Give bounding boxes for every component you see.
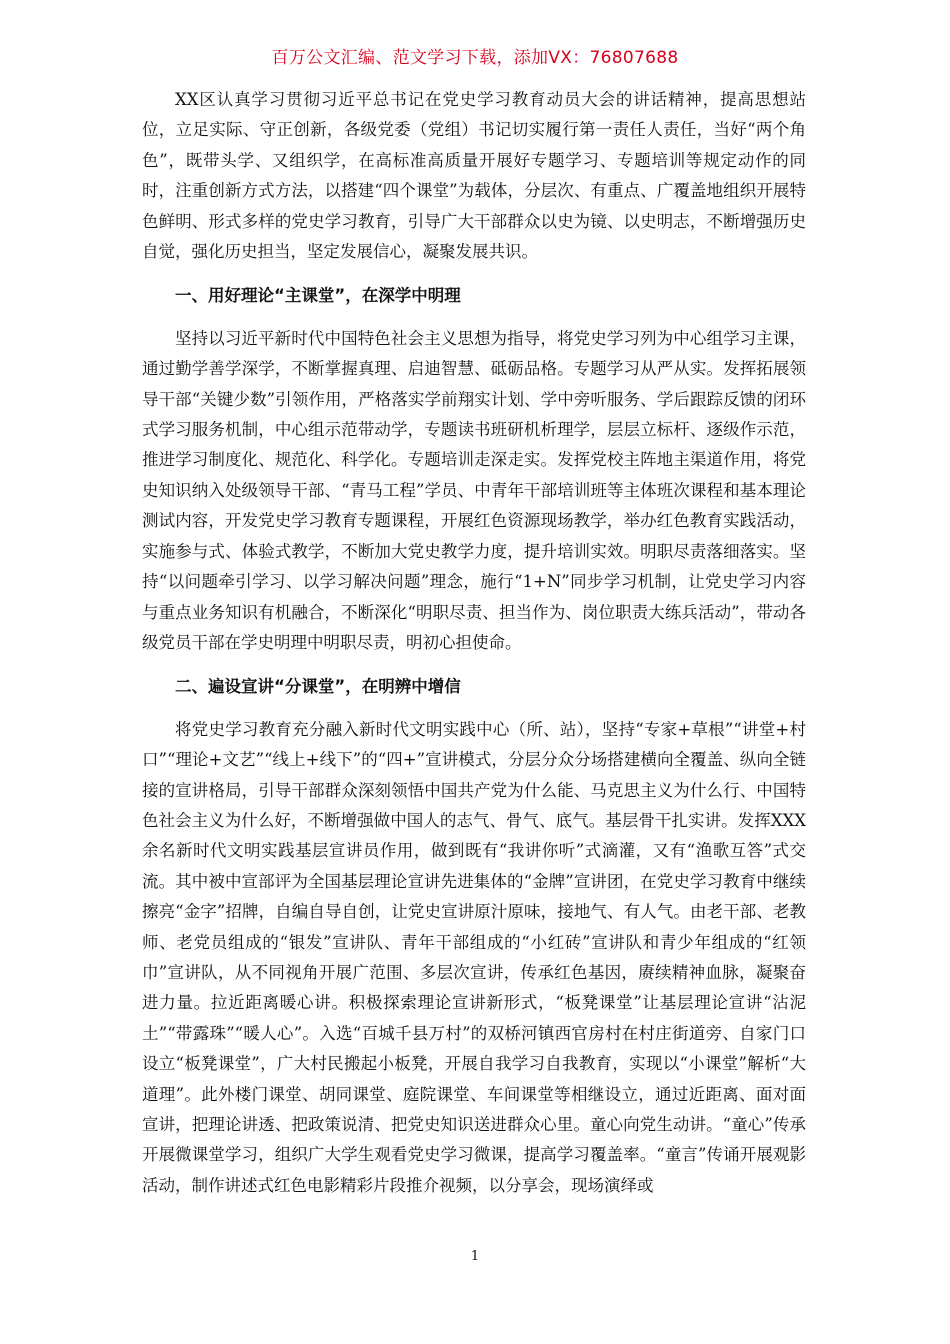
intro-paragraph: XX区认真学习贯彻习近平总书记在党史学习教育动员大会的讲话精神，提高思想站位，立足实际、守正创新，各级党委（党组）书记切实履行第一责任人责任，当好“两个角色”，既带头学、又组织学，在高标准高质量开展好专题学习、专题培训等规定动作的同时，注重创新方式方法，以搭建“四个课堂”为载体，分层次、有重点、广覆盖地组织开展特色鲜明、形式多样的党史学习教育，引导广大干部群众以史为镜、以史明志，不断增强历史自觉，强化历史担当，坚定发展信心，凝聚发展共识。 — [142, 90, 806, 262]
section-2-paragraph: 将党史学习教育充分融入新时代文明实践中心（所、站），坚持“专家+草根”“讲堂+村口”“理论+文艺”“线上+线下”的“四+”宣讲模式，分层分众分场搭建横向全覆盖、纵向全链接的宣讲格局，引导干部群众深刻领悟中国共产党为什么能、马克思主义为什么行、中国特色社会主义为什么好，不断增强做中国人的志气、骨气、底气。基层骨干扎实讲。发挥XXX余名新时代文明实践基层宣讲员作用，做到既有“我讲你听”式滴灌，又有“渔歌互答”式交流。其中被中宣部评为全国基层理论宣讲先进集体的“金牌”宣讲团，在党史学习教育中继续擦亮“金字”招牌，自编自导自创，让党史宣讲原汁原味，接地气、有人气。由老干部、老教师、老党员组成的“银发”宣讲队、青年干部组成的“小红砖”宣讲队和青少年组成的“红领巾”宣讲队，从不同视角开展广范围、多层次宣讲，传承红色基因，赓续精神血脉，凝聚奋进力量。拉近距离暖心讲。积极探索理论宣讲新形式，“板凳课堂”让基层理论宣讲“沾泥土”“带露珠”“暖人心”。入选“百城千县万村”的双桥河镇西官房村在村庄街道旁、自家门口设立“板凳课堂”，广大村民搬起小板凳，开展自我学习自我教育，实现以“小课堂”解析“大道理”。此外楼门课堂、胡同课堂、庭院课堂、车间课堂等相继设立，通过近距离、面对面宣讲，把理论讲透、把政策说清、把党史知识送进群众心里。童心向党生动讲。“童心”传承开展微课堂学习，组织广大学生观看党史学习微课，提高学习覆盖率。“童言”传诵开展观影活动，制作讲述式红色电影精彩片段推介视频，以分享会，现场演绎或 — [142, 719, 806, 1195]
page-number: 1 — [470, 1249, 480, 1264]
section-1-heading: 一、用好理论“主课堂”，在深学中明理 — [175, 286, 461, 306]
document-body — [142, 85, 806, 1201]
promo-banner: 百万公文汇编、范文学习下载，添加VX：76807688 — [271, 48, 679, 68]
section-1-paragraph: 坚持以习近平新时代中国特色社会主义思想为指导，将党史学习列为中心组学习主课，通过勤学善学深学，不断掌握真理、启迪智慧、砥砺品格。专题学习从严从实。发挥拓展领导干部“关键少数”引领作用，严格落实学前翔实计划、学中旁听服务、学后跟踪反馈的闭环式学习服务机制，中心组示范带动学，专题读书班研机析理学，层层立标杆、逐级作示范，推进学习制度化、规范化、科学化。专题培训走深走实。发挥党校主阵地主渠道作用，将党史知识纳入处级领导干部、“青马工程”学员、中青年干部培训班等主体班次课程和基本理论测试内容，开发党史学习教育专题课程，开展红色资源现场教学，举办红色教育实践活动，实施参与式、体验式教学，不断加大党史教学力度，提升培训实效。明职尽责落细落实。坚持“以问题牵引学习、以学习解决问题”理念，施行“1+N”同步学习机制，让党史学习内容与重点业务知识有机融合，不断深化“明职尽责、担当作为、岗位职责大练兵活动”，带动各级党员干部在学史明理中明职尽责，明初心担使命。 — [142, 328, 806, 652]
section-2-heading: 二、遍设宣讲“分课堂”，在明辨中增信 — [175, 677, 461, 697]
